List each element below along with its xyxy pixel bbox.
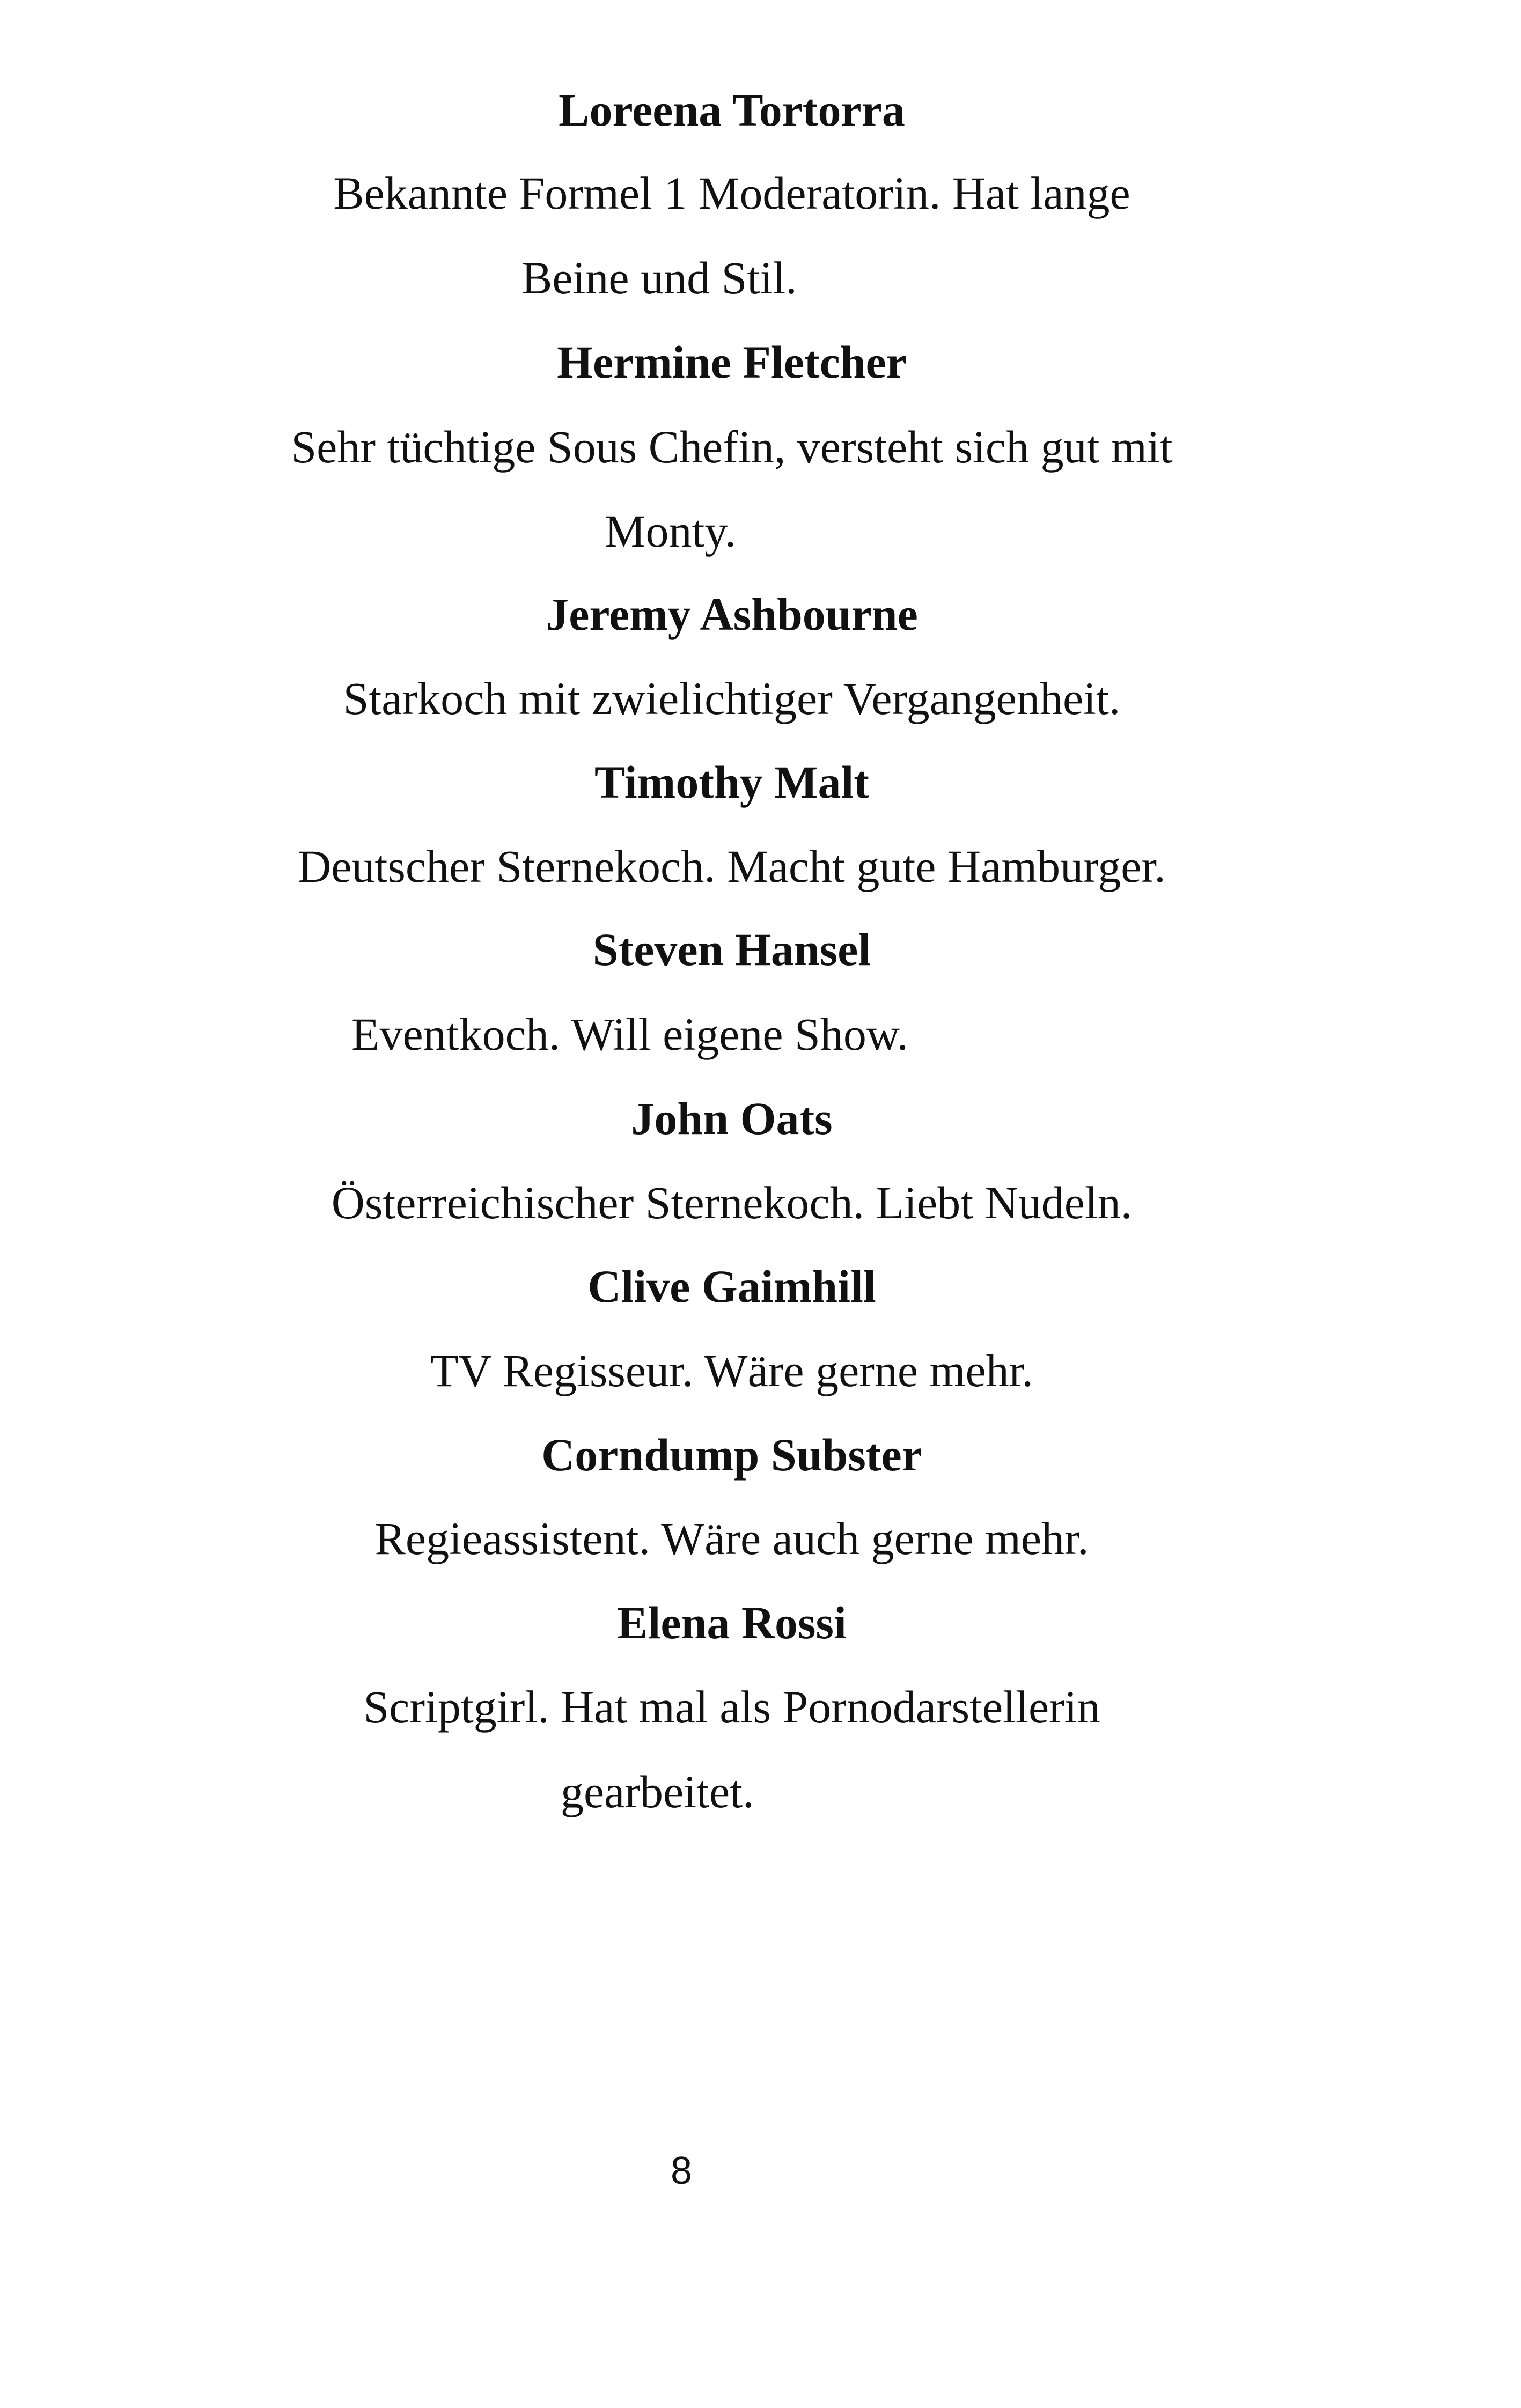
character-name: Clive Gaimhill [587,1261,876,1312]
page-number: 8 [670,2149,693,2192]
character-description-line: Eventkoch. Will eigene Show. [351,1008,908,1060]
character-description-line: Starkoch mit zwielichtiger Vergangenheit. [343,673,1121,724]
character-name: Elena Rossi [617,1597,847,1648]
character-description-line: Beine und Stil. [521,252,797,304]
character-description-line: Regieassistent. Wäre auch gerne mehr. [374,1513,1089,1564]
character-description-line: Österreichischer Sternekoch. Liebt Nudeln. [331,1177,1133,1228]
character-name: Steven Hansel [592,924,871,975]
character-name: Jeremy Ashbourne [546,588,918,640]
character-description-line: TV Regisseur. Wäre gerne mehr. [430,1345,1034,1396]
character-name: Timothy Malt [594,756,869,808]
character-description-line: Monty. [605,505,737,557]
character-description-line: gearbeitet. [561,1766,754,1817]
character-name: Hermine Fletcher [557,336,907,388]
character-name: John Oats [631,1093,833,1144]
character-description-line: Sehr tüchtige Sous Chefin, versteht sich gut mit [291,421,1173,473]
character-description-line: Deutscher Sternekoch. Macht gute Hamburger. [298,841,1166,892]
character-name: Loreena Tortorra [559,84,905,136]
character-description-line: Bekannte Formel 1 Moderatorin. Hat lange [333,167,1130,219]
character-name: Corndump Subster [541,1429,922,1481]
character-description-line: Scriptgirl. Hat mal als Pornodarstellerin [363,1681,1100,1733]
